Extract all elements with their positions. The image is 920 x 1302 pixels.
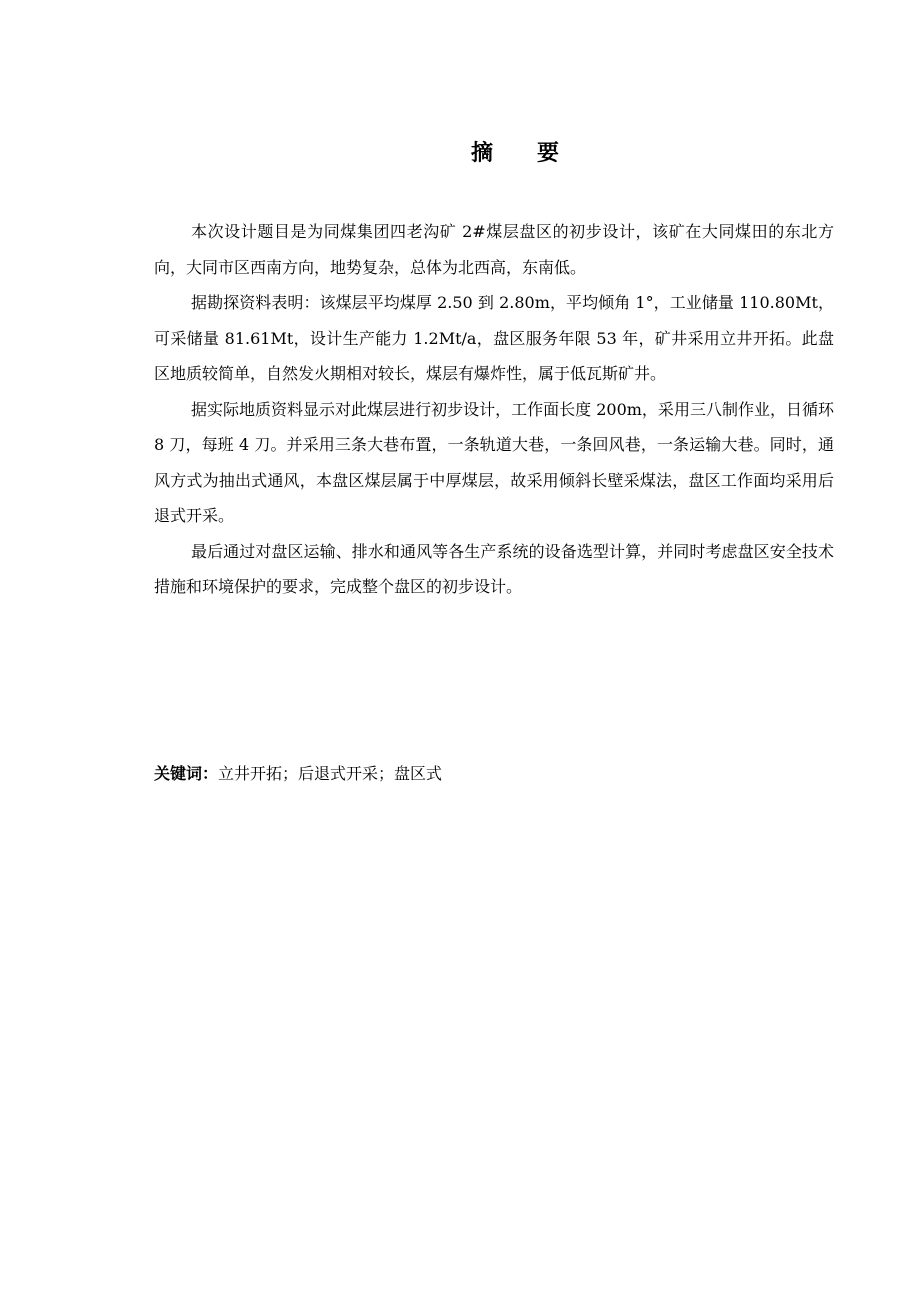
abstract-paragraph-4: 最后通过对盘区运输、排水和通风等各生产系统的设备选型计算，并同时考虑盘区安全技术措施和环境保护的要求，完成整个盘区的初步设计。 bbox=[154, 541, 834, 596]
abstract-paragraph-1: 本次设计题目是为同煤集团四老沟矿 2#煤层盘区的初步设计，该矿在大同煤田的东北方向，大同市区西南方向，地势复杂，总体为北西高，东南低。 bbox=[154, 222, 834, 277]
abstract-body bbox=[154, 214, 834, 605]
keywords-label: 关键词： bbox=[154, 764, 219, 783]
keywords-value: 立井开拓；后退式开采；盘区式 bbox=[218, 764, 443, 783]
abstract-title: 摘 要 bbox=[470, 141, 559, 166]
abstract-paragraph-3: 据实际地质资料显示对此煤层进行初步设计，工作面长度 200m，采用三八制作业，日循环 8 刀，每班 4 刀。并采用三条大巷布置，一条轨道大巷，一条回风巷，一条运输大巷。同时，通风方式为抽出式通风，本盘区煤层属于中厚煤层，故采用倾斜长壁采煤法，盘区工作面均采用后退式开采。 bbox=[154, 399, 834, 525]
abstract-paragraph-2: 据勘探资料表明：该煤层平均煤厚 2.50 到 2.80m，平均倾角 1°，工业储量 110.80Mt，可采储量 81.61Mt，设计生产能力 1.2Mt/a，盘区服务年限 53 年，矿井采用立井开拓。此盘区地质较简单，自然发火期相对较长，煤层有爆炸性，属于低瓦斯矿井。 bbox=[154, 293, 834, 383]
keywords-line bbox=[154, 758, 834, 790]
